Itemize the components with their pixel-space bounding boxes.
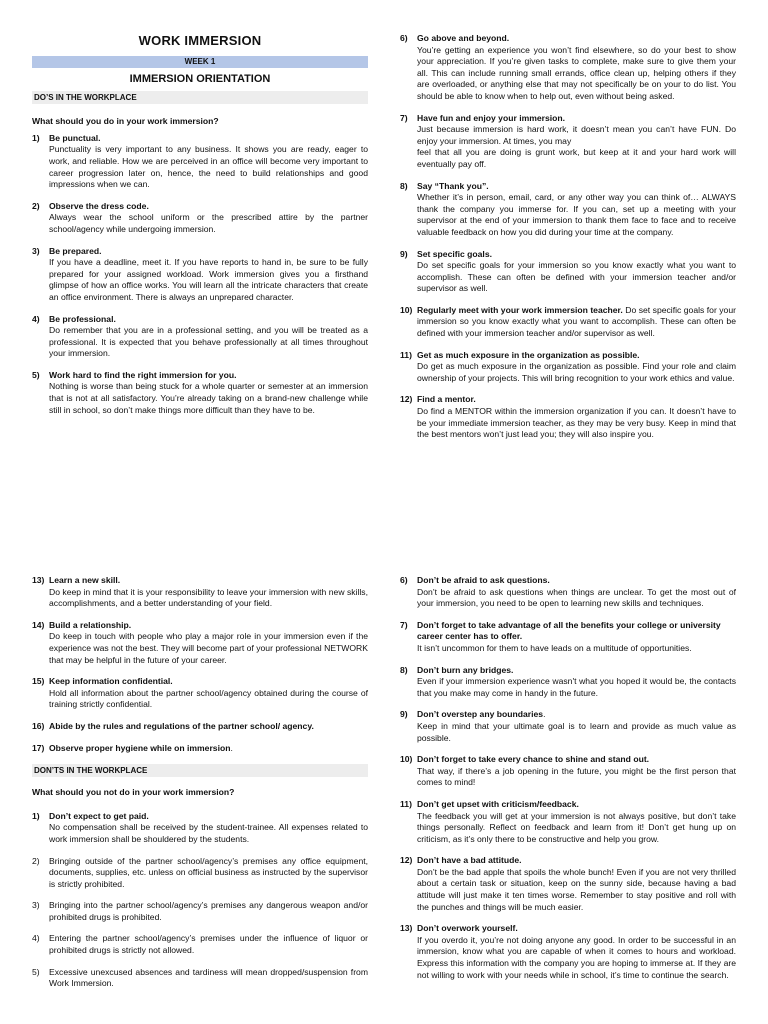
item-heading-tail: . bbox=[230, 742, 233, 753]
item-number: 1) bbox=[32, 810, 40, 821]
item-number: 1) bbox=[32, 132, 40, 143]
list-item bbox=[32, 620, 368, 666]
list-item bbox=[32, 743, 368, 755]
item-body: Do remember that you are in a professional setting, and you will be treated as a professional. It is expected that you behave professionally at all times throughout your immersion. bbox=[49, 325, 368, 359]
item-heading: Don’t forget to take every chance to shine and stand out. bbox=[417, 754, 650, 765]
item-body: Don’t be afraid to ask questions when things are unclear. To get the most out of your immersion, you need to be open to learning new skills and techniques. bbox=[417, 586, 736, 609]
list-item bbox=[400, 665, 736, 700]
item-body: Excessive unexcused absences and tardiness will mean dropped/suspension from Work Immersion. bbox=[49, 966, 368, 989]
item-body: Nothing is worse than being stuck for a whole quarter or semester at an immersion that is not at all satisfactory. You’re already taking on a brand-new challenge while still in school, so don’t make things more difficult than they have to be. bbox=[49, 381, 368, 415]
list-item bbox=[400, 249, 736, 295]
item-number: 10) bbox=[400, 304, 413, 315]
donts-question: What should you not do in your work immersion? bbox=[32, 787, 235, 798]
list-item bbox=[400, 923, 736, 981]
page-title: WORK IMMERSION bbox=[138, 33, 262, 48]
item-heading: Have fun and enjoy your immersion. bbox=[417, 112, 566, 123]
item-heading: Observe proper hygiene while on immersion bbox=[49, 742, 231, 753]
list-item bbox=[400, 754, 736, 789]
list-item bbox=[32, 856, 368, 891]
item-body: Do keep in mind that it is your responsibility to leave your immersion with new skills, accomplishments, and a better understanding of your field. bbox=[49, 586, 368, 609]
item-number: 2) bbox=[32, 200, 40, 211]
item-body: Even if your immersion experience wasn't what you hoped it would be, the contacts that you make may come in handy in the future. bbox=[417, 676, 736, 698]
list-item bbox=[32, 201, 368, 236]
item-number: 9) bbox=[400, 248, 408, 259]
list-item bbox=[400, 709, 736, 744]
item-number: 7) bbox=[400, 619, 408, 630]
item-body: Don’t be the bad apple that spoils the whole bunch! Even if you are not very thrilled about a certain task or situation, keep on the sunny side, because having a bad attitude will just make it ten times worse. Remember to stay positive and roll with the punches and things will be much easier. bbox=[417, 866, 736, 912]
item-heading: Be professional. bbox=[49, 313, 116, 324]
section-subtitle: IMMERSION ORIENTATION bbox=[129, 72, 271, 85]
item-number: 17) bbox=[32, 742, 45, 753]
item-body: Bringing outside of the partner school/agency’s premises any office equipment, documents, supplies, etc. unless on official business as instructed by the supervisor is strictly prohibited. bbox=[49, 855, 368, 889]
item-number: 13) bbox=[32, 575, 45, 585]
list-item bbox=[32, 933, 368, 956]
list-item bbox=[400, 181, 736, 239]
item-body: Hold all information about the partner school/agency obtained during the course of training strictly confidential. bbox=[49, 687, 368, 710]
item-number: 5) bbox=[32, 966, 40, 977]
item-body: Do keep in touch with people who play a major role in your immersion even if the experience was not the best. They will become part of your professional NETWORK that may be helpful in the future of your career. bbox=[49, 631, 368, 665]
item-heading: Be prepared. bbox=[49, 245, 102, 256]
list-item bbox=[400, 113, 736, 171]
item-number: 12) bbox=[400, 394, 413, 405]
item-body: No compensation shall be received by the student-trainee. All expenses related to work immersion shall be shouldered by the students. bbox=[49, 822, 368, 844]
list-item bbox=[400, 855, 736, 913]
item-number: 6) bbox=[400, 33, 408, 43]
item-heading: Build a relationship. bbox=[49, 619, 132, 630]
top-right-column bbox=[400, 33, 736, 451]
list-item bbox=[400, 33, 736, 103]
item-heading: Go above and beyond. bbox=[417, 33, 510, 43]
item-heading: Don’t forget to take advantage of all the benefits your college or university career center has to offer. bbox=[417, 619, 721, 642]
item-number: 3) bbox=[32, 900, 40, 911]
top-left-column bbox=[32, 35, 368, 426]
item-heading: Abide by the rules and regulations of the partner school/ agency. bbox=[49, 720, 314, 731]
item-number: 4) bbox=[32, 933, 40, 944]
item-heading: Set specific goals. bbox=[417, 248, 492, 259]
item-number: 11) bbox=[400, 349, 412, 360]
item-body-continued: feel that all you are doing is grunt work, but keep at it and your hard work will eventually pay off. bbox=[417, 147, 736, 169]
item-heading: Get as much exposure in the organization as possible. bbox=[417, 349, 640, 360]
list-item bbox=[32, 246, 368, 304]
item-body: Whether it’s in person, email, card, or any other way you can think of… ALWAYS thank the company you immerse for. If you can, set up a meeting with your supervisor at the end of your immersion to thank them face to face and to receive valuable feedback on how you did during your time at the company. bbox=[417, 192, 736, 237]
item-number: 15) bbox=[32, 676, 45, 687]
item-heading: Don’t overstep any boundaries bbox=[417, 709, 544, 720]
item-number: 8) bbox=[400, 180, 408, 191]
item-body: Bringing into the partner school/agency’s premises any dangerous weapon and/or prohibited drugs is prohibited. bbox=[49, 900, 368, 922]
item-heading: Don’t overwork yourself. bbox=[417, 923, 518, 934]
item-body: Entering the partner school/agency’s premises under the influence of liquor or prohibited drugs is strictly not allowed. bbox=[49, 933, 368, 956]
item-heading: Find a mentor. bbox=[417, 394, 476, 405]
item-heading: Don’t burn any bridges. bbox=[417, 664, 514, 675]
item-number: 3) bbox=[32, 245, 40, 256]
item-body: The feedback you will get at your immersion is not always positive, but don’t take things personally. Reflect on feedback and learn from it! Don’t get hung up on criticism, as it’s only there to be constructive and help you grow. bbox=[417, 810, 736, 844]
list-item bbox=[400, 620, 736, 655]
item-number: 9) bbox=[400, 709, 408, 720]
item-number: 4) bbox=[32, 313, 40, 324]
item-number: 5) bbox=[32, 369, 40, 380]
item-body: Do set specific goals for your immersion so you know exactly what you want to accomplish. These can often be defined with your immersion teacher and/or supervisor as well. bbox=[417, 304, 736, 339]
item-number: 11) bbox=[400, 798, 412, 809]
list-item bbox=[32, 370, 368, 416]
item-body: Just because immersion is hard work, it doesn’t mean you can’t have FUN. Do enjoy your immersion. At times, you may bbox=[417, 124, 736, 146]
item-body: Do find a MENTOR within the immersion organization if you can. It doesn’t have to be your immediate immersion teacher, as they may be very busy. Keep in mind that the best mentors won’t just lead you; they will also inspire you. bbox=[417, 406, 736, 440]
item-body: Do set specific goals for your immersion so you know exactly what you want to accomplish. These can often be defined with your immersion teacher and/or supervisor as well. bbox=[417, 260, 736, 294]
list-item bbox=[32, 721, 368, 733]
item-number: 2) bbox=[32, 855, 40, 866]
item-heading: Don’t get upset with criticism/feedback. bbox=[417, 798, 579, 809]
list-item bbox=[400, 799, 736, 845]
donts-section-header: DON’TS IN THE WORKPLACE bbox=[32, 764, 368, 777]
item-number: 8) bbox=[400, 664, 408, 675]
item-body: That way, if there’s a job opening in the future, you might be the first person that comes to mind! bbox=[417, 765, 736, 788]
dos-section-header: DO’S IN THE WORKPLACE bbox=[32, 91, 368, 104]
list-item bbox=[400, 350, 736, 385]
item-heading: Be punctual. bbox=[49, 132, 101, 143]
list-item bbox=[400, 575, 736, 610]
bottom-left-column bbox=[32, 575, 368, 1000]
item-heading: Don’t be afraid to ask questions. bbox=[417, 575, 550, 585]
item-body: If you overdo it, you’re not doing anyone any good. In order to be successful in an immersion, know what you are capable of when it comes to hours and workload. Express this information with the company you are hoping to immerse at. If they are not willing to work with your needs while in school, it’s time to continue the search. bbox=[417, 934, 736, 980]
item-number: 14) bbox=[32, 619, 45, 630]
item-number: 12) bbox=[400, 855, 413, 866]
bottom-right-column bbox=[400, 575, 736, 991]
item-body: You’re getting an experience you won’t find elsewhere, so do your best to show your appreciation. If you’re given tasks to complete, make sure to give them your all. This can include running small errands, office clean up, helping others if they are overloaded, or anything else that may not specifically be on your to do list. You should be able to know when to help out, even without being asked. bbox=[417, 44, 736, 101]
item-heading: Observe the dress code. bbox=[49, 200, 149, 211]
item-number: 10) bbox=[400, 754, 413, 765]
item-heading: Don’t expect to get paid. bbox=[49, 810, 149, 821]
list-item bbox=[32, 133, 368, 191]
list-item bbox=[32, 811, 368, 846]
list-item bbox=[400, 305, 736, 340]
item-number: 7) bbox=[400, 112, 408, 123]
item-heading: Say “Thank you”. bbox=[417, 180, 489, 191]
item-heading: Work hard to find the right immersion for you. bbox=[49, 369, 237, 380]
item-body: Always wear the school uniform or the prescribed attire by the partner school/agency while undergoing immersion. bbox=[49, 212, 368, 234]
list-item bbox=[32, 314, 368, 360]
list-item bbox=[32, 900, 368, 923]
list-item bbox=[32, 575, 368, 610]
item-body: Do get as much exposure in the organization as possible. Find your role and claim ownership of your projects. This will bring recognition to your work ethics and value. bbox=[417, 361, 736, 383]
dos-question: What should you do in your work immersion? bbox=[32, 116, 219, 127]
week-banner: WEEK 1 bbox=[32, 56, 368, 68]
list-item bbox=[32, 967, 368, 990]
item-body: If you have a deadline, meet it. If you have reports to hand in, be sure to be fully prepared for your assigned workload. Work immersion gives you a firsthand glimpse of how an office works. You will learn all the intricate characters that create an office environment. There is always an unprepared character. bbox=[49, 257, 368, 302]
item-heading: Regularly meet with your work immersion teacher. bbox=[417, 304, 623, 315]
item-number: 13) bbox=[400, 923, 413, 934]
item-body: Keep in mind that your ultimate goal is to learn and provide as much value as possible. bbox=[417, 720, 736, 743]
item-body: Punctuality is very important to any business. It shows you are ready, eager to work, and reliable. How we are perceived in an office will become very important to career progression later on, hence, the need to build relationships and good impressions when we can. bbox=[49, 144, 368, 190]
item-number: 16) bbox=[32, 720, 45, 731]
list-item bbox=[32, 676, 368, 711]
item-heading: Learn a new skill. bbox=[49, 575, 121, 585]
item-heading: Keep information confidential. bbox=[49, 676, 173, 687]
list-item bbox=[400, 394, 736, 440]
item-heading-tail: . bbox=[543, 709, 546, 720]
item-body: It isn’t uncommon for them to have leads on a multitude of opportunities. bbox=[417, 642, 692, 653]
item-heading: Don’t have a bad attitude. bbox=[417, 855, 522, 866]
item-number: 6) bbox=[400, 575, 408, 585]
